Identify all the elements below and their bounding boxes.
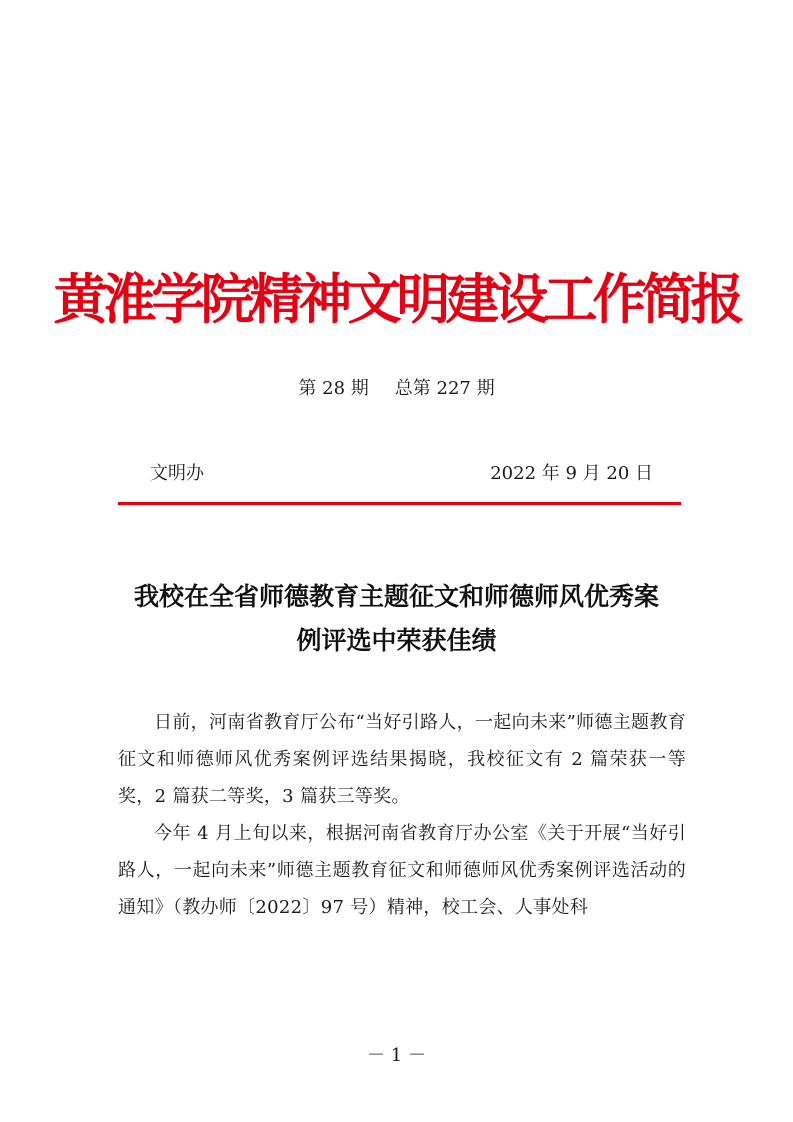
issue-date: 2022 年 9 月 20 日: [490, 463, 653, 484]
article-title-line-2: 例评选中荣获佳绩: [296, 626, 497, 655]
page-number: － 1 －: [367, 1045, 426, 1066]
total-issue-number: 总第 227 期: [394, 378, 495, 399]
article-body: [118, 704, 686, 926]
issuer-label: 文明办: [150, 463, 204, 484]
article-paragraph-1: 日前，河南省教育厅公布“当好引路人，一起向未来”师德主题教育征文和师德师风优秀案例评选结果揭晓，我校征文有 2 篇荣获一等奖，2 篇获二等奖，3 篇获三等奖。: [118, 712, 686, 807]
issue-number-line: [0, 375, 793, 403]
article-title: [100, 575, 693, 663]
article-title-line-1: 我校在全省师德教育主题征文和师德师风优秀案: [133, 582, 659, 611]
header-divider: [118, 502, 681, 505]
article-paragraph-2: 今年 4 月上旬以来，根据河南省教育厅办公室《关于开展“当好引路人，一起向未来”师德主题教育征文和师德师风优秀案例评选活动的通知》（教办师〔2022〕97 号）精神，校工会、人事处科: [118, 823, 686, 918]
issue-number: 第 28 期: [298, 378, 369, 399]
newsletter-masthead: 黄淮学院精神文明建设工作简报: [53, 268, 740, 331]
